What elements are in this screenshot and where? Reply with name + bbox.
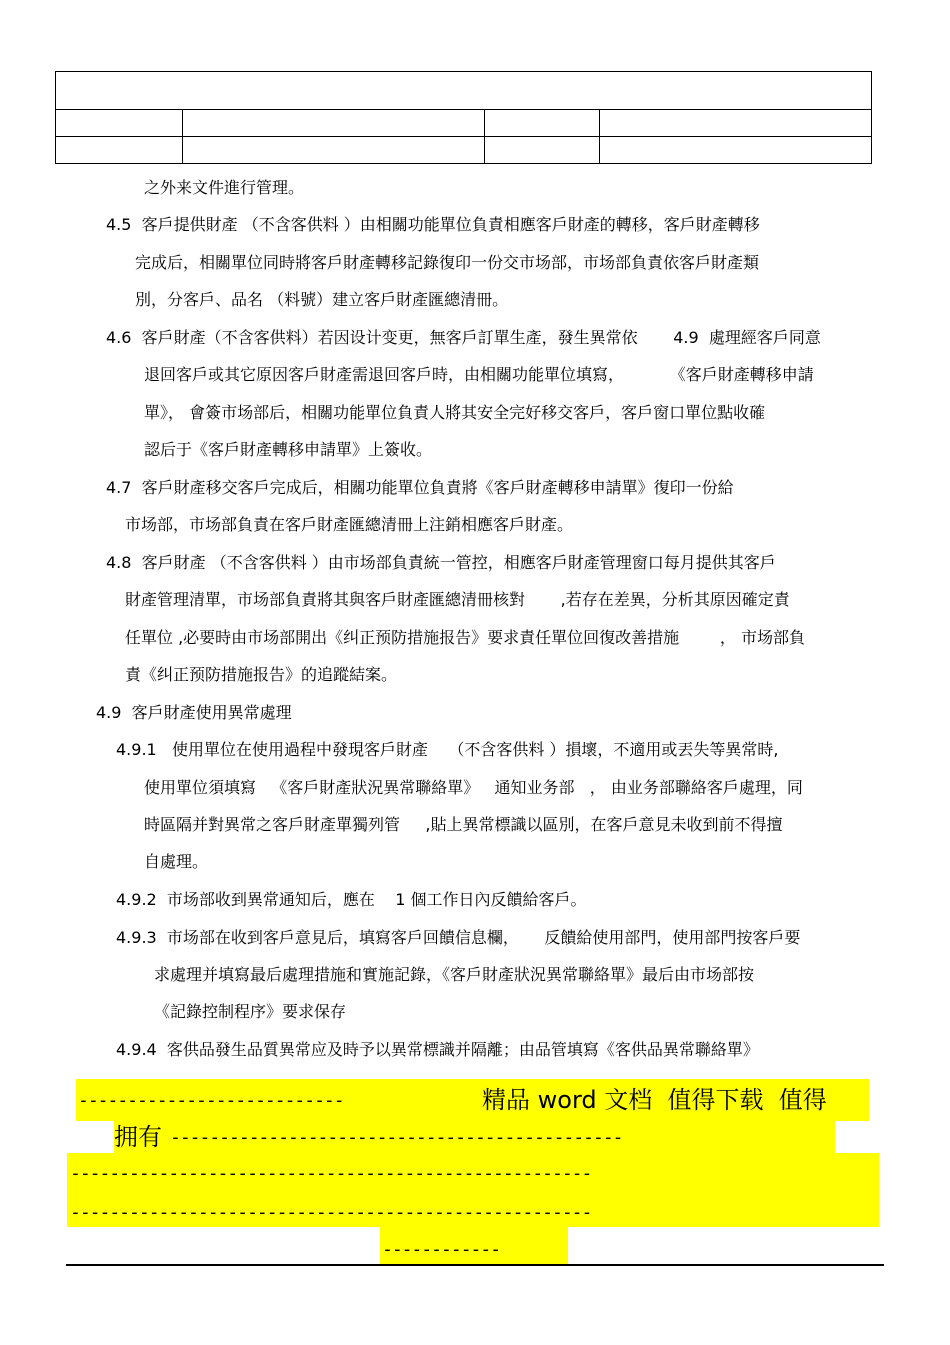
- text-line: 市场部，市场部負責在客戶財產匯總清冊上注銷相應客戶財產。: [125, 515, 574, 534]
- text-line: 責《纠正预防措施报告》的追蹤結案。: [125, 665, 398, 684]
- text-line: 單》， 會簽市场部后，相關功能單位負責人將其安全完好移交客戶，客戶窗口單位點收確: [144, 403, 766, 422]
- text-line: 別，分客戶、品名 （料號）建立客戶財產匯總清冊。: [135, 290, 509, 309]
- header-cell: [56, 110, 183, 137]
- text-line: 求處理并填寫最后處理措施和實施記錄，《客戶財產狀況異常聯絡單》最后由市场部按: [154, 965, 755, 984]
- header-cell: [56, 137, 183, 164]
- section-4-9-2-line: 4.9.2 市场部收到異常通知后，應在 1 個工作日內反饋給客戶。: [116, 890, 587, 909]
- header-table: [55, 71, 872, 164]
- banner-dashes: ----------------------------------------------: [170, 1127, 623, 1148]
- header-cell: [485, 110, 600, 137]
- section-4-7-line: 4.7 客戶財產移交客戶完成后，相關功能單位負責將《客戶財產轉移申請單》復印一份給: [106, 478, 734, 497]
- text-line: 財產管理清單，市场部負責將其與客戶財產匯總清冊核對 ,若存在差異，分析其原因確定責: [125, 590, 790, 609]
- footer-rule: [66, 1264, 884, 1266]
- section-4-6-line: 4.6 客戶財產（不含客供料）若因设计变更，無客戶訂單生產，發生異常依 4.9 處理經客戶同意: [106, 328, 821, 347]
- text-line: 時區隔并對異常之客戶財產單獨列管 ,貼上異常標識以區別，在客戶意見未收到前不得擅: [144, 815, 783, 834]
- text-line: 《記錄控制程序》要求保存: [154, 1002, 347, 1021]
- section-4-5-line: 4.5 客戶提供財產 （不含客供料 ）由相關功能單位負責相應客戶財產的轉移，客戶財產轉移: [106, 215, 760, 234]
- header-cell: [485, 137, 600, 164]
- header-cell: [600, 137, 872, 164]
- header-cell: [600, 110, 872, 137]
- banner-dashes: ------------: [382, 1239, 501, 1260]
- text-line: 完成后，相關單位同時將客戶財產轉移記錄復印一份交市场部，市场部負責依客戶財產類: [135, 253, 760, 272]
- text-line: 之外来文件進行管理。: [144, 178, 305, 197]
- section-4-9-1-line: 4.9.1 使用單位在使用過程中發現客戶財產 （不含客供料 ）損壞，不適用或丟失等異常時,: [116, 740, 779, 759]
- header-cell: [183, 110, 485, 137]
- banner-dashes: ---------------------------: [78, 1090, 344, 1111]
- header-cell: [183, 137, 485, 164]
- section-4-9-heading: 4.9 客戶財產使用異常處理: [96, 703, 292, 722]
- text-line: 退回客戶或其它原因客戶財產需退回客戶時，由相關功能單位填寫， 《客戶財產轉移申請: [144, 365, 814, 384]
- banner-dashes: -----------------------------------------------------: [70, 1163, 592, 1184]
- text-line: 自處理。: [144, 852, 209, 871]
- section-4-9-4-line: 4.9.4 客供品發生品質異常应及時予以異常標識并隔離；由品管填寫《客供品異常聯絡單》: [116, 1040, 759, 1059]
- section-4-9-3-line: 4.9.3 市场部在收到客戶意見后，填寫客戶回饋信息欄， 反饋給使用部門，使用部門按客戶要: [116, 928, 801, 947]
- text-line: 認后于《客戶財產轉移申請單》上簽收。: [144, 440, 433, 459]
- text-line: 任單位 ,必要時由市场部開出《纠正预防措施报告》要求責任單位回復改善措施 ， 市场部負: [125, 628, 805, 647]
- header-cell: [56, 72, 872, 110]
- banner-title: 精品 word 文档 值得下载 值得: [482, 1086, 827, 1114]
- banner-dashes: -----------------------------------------------------: [70, 1202, 592, 1223]
- banner-title-cont: 拥有: [114, 1123, 162, 1151]
- section-4-8-line: 4.8 客戶財產 （不含客供料 ）由市场部負責統一管控，相應客戶財產管理窗口每月提供其客戶: [106, 553, 776, 572]
- text-line: 使用單位須填寫 《客戶財產狀況異常聯絡單》 通知业务部 ， 由业务部聯絡客戶處理，同: [144, 778, 803, 797]
